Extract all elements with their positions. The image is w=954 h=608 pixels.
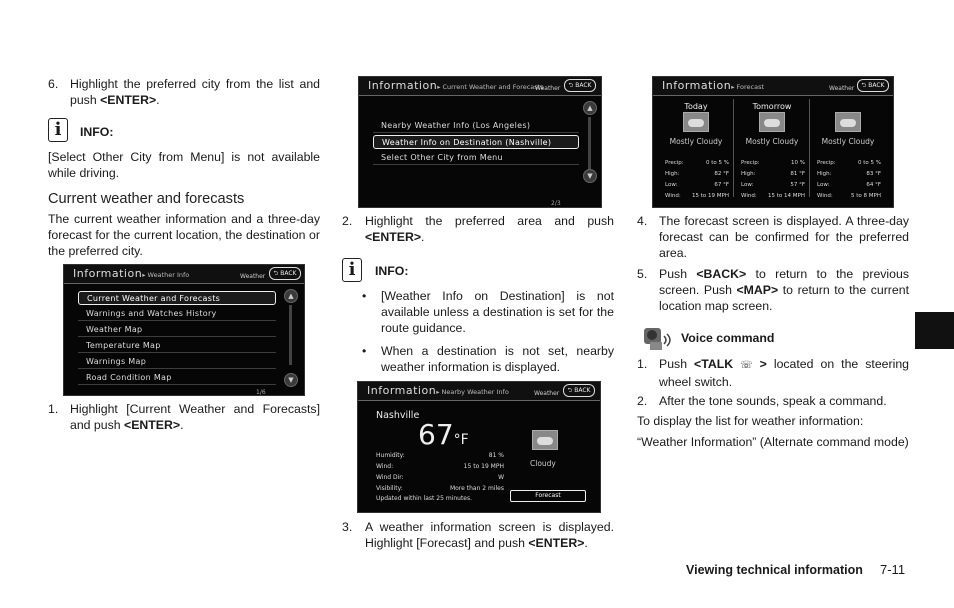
screen-title: Information▸ Current Weather and Forecasts: [368, 79, 544, 92]
menu-item-nearby-weather[interactable]: Nearby Weather Info (Los Angeles): [373, 119, 579, 133]
day-condition: Mostly Cloudy: [821, 137, 875, 146]
step-number: 2.: [342, 214, 353, 228]
screen-header: [359, 77, 601, 96]
day-condition: Mostly Cloudy: [745, 137, 799, 146]
cloudy-icon: [835, 112, 861, 132]
menu-item-warnings-map[interactable]: Warnings Map: [78, 355, 276, 369]
step-text: A weather information screen is displayed. Highlight [Forecast] and push: [365, 520, 614, 550]
back-button[interactable]: ⮌ BACK: [563, 384, 595, 397]
back-button[interactable]: ⮌ BACK: [564, 79, 596, 92]
info-icon: i: [342, 258, 362, 282]
voice-command-heading: Voice command: [681, 331, 775, 345]
step-text: Highlight the preferred city from the list and push: [70, 77, 320, 107]
section-heading: Current weather and forecasts: [48, 191, 245, 207]
menu-item-temperature-map[interactable]: Temperature Map: [78, 339, 276, 353]
weather-label: Weather: [535, 85, 561, 92]
scroll-down-icon[interactable]: ▼: [583, 169, 597, 183]
screen-header: [653, 77, 893, 96]
scrollbar[interactable]: [588, 117, 591, 173]
step-number: 1.: [637, 357, 648, 371]
visibility-row: Visibility: More than 2 miles: [376, 485, 504, 492]
step-5: 5. Push <BACK> to return to the previous screen. Push <MAP> to return to the current location map screen.: [637, 267, 909, 313]
scroll-up-icon[interactable]: ▲: [284, 289, 298, 303]
menu-item-weather-destination[interactable]: Weather Info on Destination (Nashville): [373, 135, 579, 149]
enter-key: <ENTER>: [365, 230, 422, 244]
info-text: [Select Other City from Menu] is not available while driving.: [48, 150, 320, 180]
enter-key: <ENTER>: [124, 418, 181, 432]
cloudy-icon: [759, 112, 785, 132]
step-number: 4.: [637, 214, 648, 228]
wind-dir-row: Wind Dir: W: [376, 474, 504, 481]
condition-text: Cloudy: [530, 459, 556, 468]
city-name: Nashville: [376, 410, 420, 421]
updated-text: Updated within last 25 minutes.: [376, 495, 473, 502]
step-number: 3.: [342, 520, 353, 534]
enter-key: <ENTER>: [528, 536, 585, 550]
forecast-screen: [652, 76, 894, 208]
forecast-button[interactable]: Forecast: [510, 490, 586, 502]
menu-item-current-weather[interactable]: Current Weather and Forecasts: [78, 291, 276, 305]
step-6: 6. Highlight the preferred city from the list and push <ENTER>.: [48, 77, 320, 107]
scrollbar[interactable]: [289, 305, 292, 365]
menu-item-select-other-city[interactable]: Select Other City from Menu: [373, 151, 579, 165]
screen-title: Information▸ Forecast: [662, 79, 765, 92]
forecast-day-tomorrow: Tomorrow Mostly Cloudy Precip: 10 % High: 81 °F Low: 57 °F Wind: 15 to 14 MPH: [735, 99, 810, 197]
menu-item-road-condition-map[interactable]: Road Condition Map: [78, 371, 276, 385]
humidity-row: Humidity: 81 %: [376, 452, 504, 459]
step-number: 5.: [637, 267, 648, 281]
step-text: Highlight [Current Weather and Forecasts] and push: [70, 402, 320, 432]
bullet-icon: •: [362, 289, 367, 303]
display-list-text: To display the list for weather information:: [637, 414, 864, 428]
menu-item-weather-map[interactable]: Weather Map: [78, 323, 276, 337]
page-indicator: 2/3: [551, 200, 561, 207]
current-weather-forecasts-screen: [358, 76, 602, 208]
section-text: The current weather information and a three-day forecast for the current location, the destination or the preferred city.: [48, 212, 320, 258]
step-text: The forecast screen is displayed. A three-day forecast can be confirmed for the preferred area.: [659, 214, 909, 260]
step-text: Highlight the preferred area and push: [365, 214, 614, 228]
screen-title: Information▸ Nearby Weather Info: [367, 384, 509, 397]
day-condition: Mostly Cloudy: [669, 137, 723, 146]
scroll-up-icon[interactable]: ▲: [583, 101, 597, 115]
screen-title: Information▸ Weather Info: [73, 267, 190, 280]
page-number: 7-11: [880, 562, 906, 577]
menu-item-warnings-history[interactable]: Warnings and Watches History: [78, 307, 276, 321]
step-text: After the tone sounds, speak a command.: [659, 394, 887, 408]
info-bullet-1: • [Weather Info on Destination] is not available unless a destination is set for the route guidance.: [362, 289, 614, 335]
step-number: 2.: [637, 394, 648, 408]
scroll-down-icon[interactable]: ▼: [284, 373, 298, 387]
step-2: 2. Highlight the preferred area and push <ENTER>.: [342, 214, 614, 244]
step-4: [637, 213, 909, 261]
weather-label: Weather: [534, 390, 560, 397]
cloudy-icon: [683, 112, 709, 132]
info-icon: i: [48, 118, 68, 142]
enter-key: <ENTER>: [100, 93, 157, 107]
voice-command-icon: [643, 326, 673, 352]
footer-section-title: Viewing technical information: [686, 563, 863, 577]
back-button[interactable]: ⮌ BACK: [857, 79, 889, 92]
bullet-icon: •: [362, 344, 367, 358]
chapter-tab: [915, 312, 954, 349]
back-key: <BACK>: [696, 267, 747, 281]
weather-label: Weather: [240, 273, 266, 280]
map-key: <MAP>: [736, 283, 779, 297]
talk-key: <TALK ☏ >: [694, 357, 767, 371]
day-name: Tomorrow: [752, 102, 792, 111]
info-label: INFO:: [80, 125, 114, 139]
step-number: 6.: [48, 77, 59, 91]
voice-step-1: 1. Push <TALK ☏ > located on the steering wheel switch.: [637, 357, 910, 389]
voice-step-2: [637, 393, 909, 409]
info-label: INFO:: [375, 264, 409, 278]
step-number: 1.: [48, 402, 59, 416]
step-3: 3. A weather information screen is displayed. Highlight [Forecast] and push <ENTER>.: [342, 520, 614, 550]
current-temperature: 67°F: [418, 418, 469, 451]
page-indicator: 1/6: [256, 389, 266, 396]
cloudy-icon: [532, 430, 558, 450]
screen-header: [64, 265, 304, 284]
back-button[interactable]: ⮌ BACK: [269, 267, 301, 280]
forecast-day-today: Today Mostly Cloudy Precip: 0 to 5 % High: 82 °F Low: 67 °F Wind: 15 to 19 MPH: [659, 99, 734, 197]
nearby-weather-info-screen: [357, 381, 601, 513]
talk-icon: ☏: [740, 360, 753, 371]
weather-info-screen: [63, 264, 305, 396]
forecast-day-3: Mostly Cloudy Precip: 0 to 5 % High: 83 °F Low: 64 °F Wind: 5 to 8 MPH: [811, 99, 885, 197]
wind-row: Wind: 15 to 19 MPH: [376, 463, 504, 470]
day-name: Today: [684, 102, 708, 111]
weather-command-text: “Weather Information” (Alternate command mode): [637, 435, 909, 449]
step-1: 1. Highlight [Current Weather and Forecasts] and push <ENTER>.: [48, 402, 320, 432]
info-bullet-2: • When a destination is not set, nearby weather information is displayed.: [362, 344, 614, 374]
weather-label: Weather: [829, 85, 855, 92]
screen-header: [358, 382, 600, 401]
